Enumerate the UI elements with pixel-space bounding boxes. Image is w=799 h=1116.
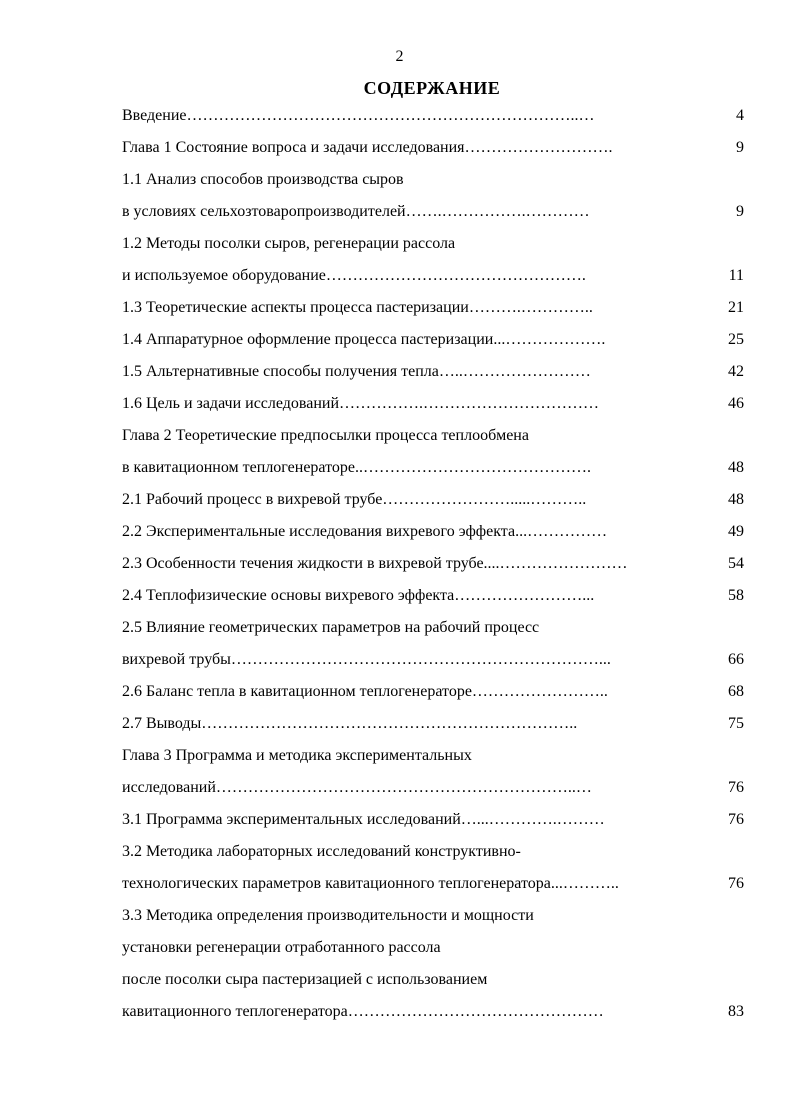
toc-entry <box>122 676 744 708</box>
toc-entry <box>122 484 744 516</box>
toc-entry-page: 76 <box>722 804 744 836</box>
toc-entry <box>122 132 744 164</box>
toc-entry-text: 2.4 Теплофизические основы вихревого эффекта……………………... <box>122 587 595 604</box>
toc-entry-page: 48 <box>722 484 744 516</box>
toc-entry-text: 3.1 Программа экспериментальных исследований…...………….……… <box>122 811 605 828</box>
toc-entry-text: установки регенерации отработанного рассола <box>122 939 441 956</box>
toc-entry-page: 25 <box>722 324 744 356</box>
toc-entry <box>122 452 744 484</box>
toc-entry <box>122 868 744 900</box>
toc-entry-page: 83 <box>722 996 744 1028</box>
toc-entry-text: 2.2 Экспериментальные исследования вихревого эффекта...…………… <box>122 523 608 540</box>
toc-entry <box>122 228 744 260</box>
toc-entry-page: 54 <box>722 548 744 580</box>
toc-entry <box>122 196 744 228</box>
toc-entry-text: 2.7 Выводы…………………………………………………………….. <box>122 715 578 732</box>
toc-entry-text: 3.3 Методика определения производительности и мощности <box>122 907 534 924</box>
toc-entry-text: 1.3 Теоретические аспекты процесса пастеризации……….………….. <box>122 299 593 316</box>
toc-entry <box>122 740 744 772</box>
toc-entry-page: 68 <box>722 676 744 708</box>
toc-entry <box>122 548 744 580</box>
table-of-contents <box>122 100 744 1028</box>
toc-entry-text: Глава 3 Программа и методика экспериментальных <box>122 747 472 764</box>
toc-entry-page: 75 <box>722 708 744 740</box>
toc-entry-text: технологических параметров кавитационного теплогенератора...……….. <box>122 875 619 892</box>
toc-entry-text: вихревой трубы……………………………………………………………... <box>122 651 611 668</box>
toc-entry-page: 76 <box>722 868 744 900</box>
page-title: СОДЕРЖАНИЕ <box>363 78 501 98</box>
toc-entry-page: 9 <box>730 132 744 164</box>
toc-entry-text: 1.5 Альтернативные способы получения тепла…..…………………… <box>122 363 591 380</box>
toc-entry <box>122 996 744 1028</box>
toc-entry-page: 4 <box>730 100 744 132</box>
toc-entry-page: 21 <box>722 292 744 324</box>
toc-entry-text: 2.1 Рабочий процесс в вихревой трубе…………………….....……….. <box>122 491 587 508</box>
toc-entry-text: 1.1 Анализ способов производства сыров <box>122 171 404 188</box>
toc-entry <box>122 420 744 452</box>
toc-entry-page: 48 <box>722 452 744 484</box>
toc-entry <box>122 900 744 932</box>
toc-entry-text: Введение………………………………………………………………..… <box>122 107 595 124</box>
page-number: 2 <box>395 48 404 65</box>
toc-entry <box>122 356 744 388</box>
toc-entry <box>122 580 744 612</box>
toc-entry <box>122 644 744 676</box>
toc-entry <box>122 964 744 996</box>
toc-entry-page: 9 <box>730 196 744 228</box>
toc-entry-text: Глава 2 Теоретические предпосылки процесса теплообмена <box>122 427 529 444</box>
toc-entry-page: 46 <box>722 388 744 420</box>
toc-entry-text: 1.2 Методы посолки сыров, регенерации рассола <box>122 235 456 252</box>
toc-entry-text: после посолки сыра пастеризацией с использованием <box>122 971 488 988</box>
toc-entry-text: в кавитационном теплогенераторе..……………………………………. <box>122 459 591 476</box>
toc-entry-text: Глава 1 Состояние вопроса и задачи исследования………………………. <box>122 139 613 156</box>
toc-entry-text: кавитационного теплогенератора………………………………………… <box>122 1003 604 1020</box>
toc-entry-page: 66 <box>722 644 744 676</box>
toc-entry <box>122 804 744 836</box>
toc-entry-page: 58 <box>722 580 744 612</box>
toc-entry-text: в условиях сельхозтоваропроизводителей…….…………….………… <box>122 203 590 220</box>
toc-entry-page: 49 <box>722 516 744 548</box>
toc-entry <box>122 388 744 420</box>
toc-entry-text: 2.5 Влияние геометрических параметров на рабочий процесс <box>122 619 540 636</box>
toc-entry <box>122 708 744 740</box>
toc-entry-text: 1.4 Аппаратурное оформление процесса пастеризации...………………. <box>122 331 606 348</box>
toc-entry <box>122 772 744 804</box>
toc-entry-page: 42 <box>722 356 744 388</box>
toc-entry <box>122 164 744 196</box>
toc-entry <box>122 260 744 292</box>
toc-entry-page: 11 <box>723 260 744 292</box>
toc-entry-text: исследований…………………………………………………………..… <box>122 779 592 796</box>
toc-entry <box>122 100 744 132</box>
toc-entry-text: 3.2 Методика лабораторных исследований конструктивно- <box>122 843 521 860</box>
toc-entry <box>122 292 744 324</box>
toc-entry-text: и используемое оборудование…………………………………………. <box>122 267 586 284</box>
toc-entry-text: 2.6 Баланс тепла в кавитационном теплогенераторе…………………….. <box>122 683 608 700</box>
toc-entry <box>122 516 744 548</box>
toc-entry <box>122 324 744 356</box>
toc-entry <box>122 836 744 868</box>
toc-entry-text: 2.3 Особенности течения жидкости в вихревой трубе....…………………… <box>122 555 628 572</box>
toc-entry <box>122 932 744 964</box>
toc-entry-text: 1.6 Цель и задачи исследований…………….…………………………… <box>122 395 600 412</box>
toc-entry <box>122 612 744 644</box>
toc-entry-page: 76 <box>722 772 744 804</box>
